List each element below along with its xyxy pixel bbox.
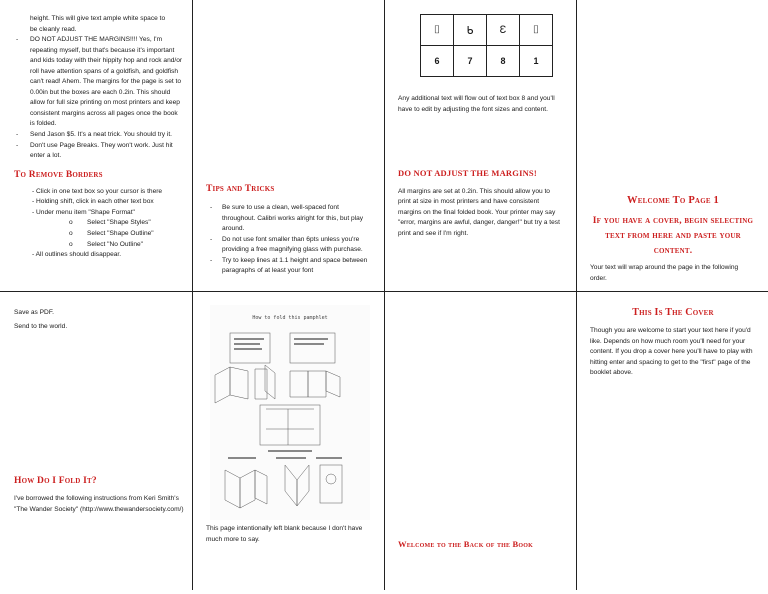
cover-heading: This Is The Cover bbox=[632, 307, 714, 318]
box-cell: Ɛ bbox=[487, 15, 520, 46]
panel-cover bbox=[590, 305, 756, 379]
box-cell: 8 bbox=[487, 46, 520, 77]
tips-bullets bbox=[206, 203, 374, 277]
tips-heading: Tips and Tricks bbox=[206, 184, 275, 194]
list-item: - DO NOT ADJUST THE MARGINS!!!! Yes, I'm repeating myself, but that's because it's important and kids today with their hippity hop and rock and/or roll have attention spans of a goldfish, and goldfish can't read! Ahem. The margins for the page is set to 0.00in but the boxes are each 0.2in. This should allow for full size printing on most printers and keep consistent margins across all pages once the book is folded. bbox=[14, 35, 184, 130]
panel-instructions bbox=[14, 14, 184, 261]
margins-heading: DO NOT ADJUST THE MARGINS! bbox=[398, 168, 537, 179]
box-cell: 7 bbox=[454, 46, 487, 77]
page-order-grid bbox=[420, 14, 553, 77]
image-title: How to fold this pamphlet bbox=[252, 315, 328, 321]
box-cell: 1 bbox=[520, 46, 553, 77]
panel-divider bbox=[384, 0, 385, 590]
steps-list bbox=[14, 187, 184, 219]
box-cell: ᑲ bbox=[454, 15, 487, 46]
panel-tips bbox=[206, 182, 374, 277]
step-item: - Holding shift, click in each other text box bbox=[32, 198, 154, 206]
step-item: - Under menu item "Shape Format" bbox=[32, 208, 135, 216]
panel-divider bbox=[192, 0, 193, 590]
send-line: Send to the world. bbox=[14, 322, 68, 330]
box-cell: ⌷ bbox=[421, 15, 454, 46]
save-line: Save as PDF. bbox=[14, 309, 54, 316]
tips-list bbox=[14, 35, 184, 162]
cover-body: Though you are welcome to start your text here if you'd like. Depends on how much room you'll need for your content. If you drop a cover here you'll have to play with hitting enter and spacing to get to the "first" page of the booklet above. bbox=[590, 327, 753, 377]
panel-back bbox=[398, 538, 568, 552]
fold-instructions-image bbox=[210, 305, 370, 520]
sub-step: o Select "Shape Styles" bbox=[14, 218, 184, 229]
box-note: Any additional text will flow out of text box 8 and you'll have to edit by adjusting the font sizes and content. bbox=[398, 95, 555, 113]
intro-line: be cleanly read. bbox=[30, 25, 77, 33]
panel-margins bbox=[398, 94, 560, 239]
fold-line bbox=[0, 291, 768, 292]
sub-step: o Select "Shape Outline" bbox=[14, 229, 184, 240]
list-item: - Do not use font smaller than 6pts unless you're providing a free magnifying glass with purchase. bbox=[206, 235, 374, 256]
box-cell: ⌷ bbox=[520, 15, 553, 46]
wrap-note: Your text will wrap around the page in the following order. bbox=[590, 264, 739, 282]
step-item: - Click in one text box so your cursor is there bbox=[32, 187, 163, 195]
margins-body: All margins are set at 0.2in. This should allow you to print at size in most printers and have consistent margins on the final folded book. Your printer may say "error, margins are awful, danger, danger!" but try a test print and see if I'm right. bbox=[398, 187, 560, 237]
list-item: - Try to keep lines at 1.1 height and space between paragraphs of at least your font bbox=[206, 256, 374, 277]
panel-fold bbox=[14, 308, 184, 515]
box-cell: 6 bbox=[421, 46, 454, 77]
step-item: - All outlines should disappear. bbox=[32, 251, 122, 259]
blank-note: This page intentionally left blank because I don't have much more to say. bbox=[206, 525, 363, 543]
list-item: - Be sure to use a clean, well-spaced font throughout. Calibri works alright for this, but play around. bbox=[206, 203, 374, 235]
list-item: - Send Jason $5. It's a neat trick. You should try it. bbox=[14, 130, 184, 141]
panel-blank-note bbox=[206, 524, 376, 545]
welcome-heading: Welcome To Page 1 bbox=[627, 195, 719, 206]
cover-instruction-heading: If you have a cover, begin selecting text from here and paste your content. bbox=[592, 215, 754, 257]
sub-step: o Select "No Outline" bbox=[14, 240, 184, 251]
list-item: - Don't use Page Breaks. They won't work. Just hit enter a lot. bbox=[14, 141, 184, 162]
fold-heading: How Do I Fold It? bbox=[14, 476, 97, 487]
remove-borders-heading: To Remove Borders bbox=[14, 169, 103, 180]
panel-divider bbox=[576, 0, 577, 590]
back-heading: Welcome to the Back of the Book bbox=[398, 539, 534, 549]
panel-page-one bbox=[590, 193, 756, 284]
intro-text bbox=[14, 14, 184, 35]
fold-body: I've borrowed the following instructions from Keri Smith's "The Wander Society" (http://www.thewandersociety.com/) bbox=[14, 495, 184, 513]
intro-line: height. This will give text ample white space to bbox=[30, 15, 166, 22]
